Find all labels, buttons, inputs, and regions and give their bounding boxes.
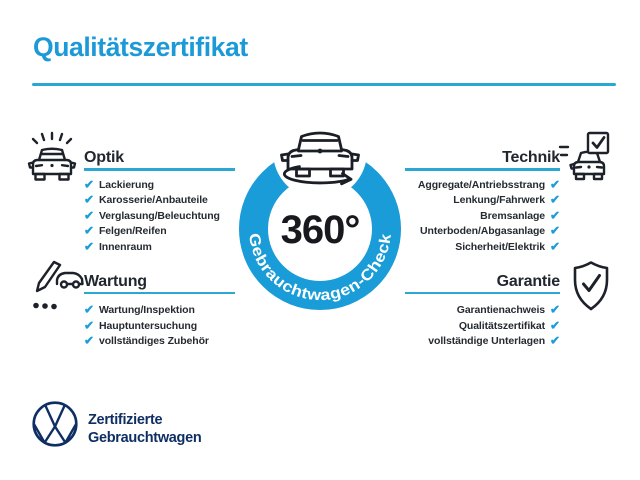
badge-degree-label: 360° — [280, 208, 360, 252]
title-divider — [32, 83, 616, 86]
brand-claim-line1: Zertifizierte — [88, 412, 163, 428]
list-item: ✔ Verglasung/Beleuchtung — [84, 208, 220, 223]
list-item: ✔ vollständiges Zubehör — [84, 333, 209, 348]
section-heading-garantie: Garantie — [496, 272, 560, 290]
shield-check-icon — [571, 260, 611, 312]
section-heading-wartung: Wartung — [84, 272, 147, 290]
check-icon: ✔ — [550, 223, 560, 238]
garantie-item-list — [428, 303, 560, 350]
list-item: ✔ Karosserie/Anbauteile — [84, 192, 208, 207]
car-checkbox-icon — [554, 130, 610, 184]
check-icon: ✔ — [550, 302, 560, 317]
list-item: ✔ Wartung/Inspektion — [84, 302, 195, 317]
vw-logo — [31, 400, 79, 448]
section-rule-garantie — [405, 292, 560, 295]
list-item: Bremsanlage ✔ — [480, 208, 560, 223]
check-icon: ✔ — [84, 192, 94, 207]
list-item: vollständige Unterlagen ✔ — [428, 333, 560, 348]
check-icon: ✔ — [84, 239, 94, 254]
optik-item-list — [84, 177, 220, 255]
check-icon: ✔ — [550, 333, 560, 348]
section-rule-technik — [405, 168, 560, 171]
360-check-badge — [200, 110, 440, 340]
check-icon: ✔ — [550, 192, 560, 207]
check-icon: ✔ — [550, 318, 560, 333]
brand-claim — [88, 411, 201, 447]
check-icon: ✔ — [550, 208, 560, 223]
check-icon: ✔ — [550, 239, 560, 254]
shiny-car-icon — [26, 130, 78, 188]
check-icon: ✔ — [84, 318, 94, 333]
list-item: Sicherheit/Elektrik ✔ — [455, 239, 560, 254]
list-item: Unterboden/Abgasanlage ✔ — [420, 223, 560, 238]
check-icon: ✔ — [84, 177, 94, 192]
badge-ring-label: Gebrauchtwagen-Check — [244, 232, 395, 305]
section-heading-optik: Optik — [84, 149, 124, 166]
technik-item-list — [418, 177, 560, 255]
check-icon: ✔ — [84, 302, 94, 317]
section-rule-optik — [84, 168, 235, 171]
page-title: Qualitätszertifikat — [33, 32, 248, 62]
list-item: Garantienachweis ✔ — [456, 302, 560, 317]
list-item: Aggregate/Antriebsstrang ✔ — [417, 177, 560, 192]
list-item: Qualitätszertifikat ✔ — [458, 318, 560, 333]
check-icon: ✔ — [84, 333, 94, 348]
list-item: ✔ Hauptuntersuchung — [84, 318, 198, 333]
section-rule-wartung — [84, 292, 235, 295]
check-icon: ✔ — [84, 208, 94, 223]
brand-claim-line2: Gebrauchtwagen — [88, 430, 202, 446]
list-item: Lenkung/Fahrwerk ✔ — [453, 192, 560, 207]
section-heading-technik: Technik — [502, 149, 560, 166]
list-item: ✔ Innenraum — [84, 239, 152, 254]
list-item: ✔ Lackierung — [84, 177, 154, 192]
check-icon: ✔ — [550, 177, 560, 192]
check-icon: ✔ — [84, 223, 94, 238]
service-checklist-icon — [28, 260, 84, 312]
list-item: ✔ Felgen/Reifen — [84, 223, 167, 238]
wartung-item-list — [84, 303, 209, 350]
